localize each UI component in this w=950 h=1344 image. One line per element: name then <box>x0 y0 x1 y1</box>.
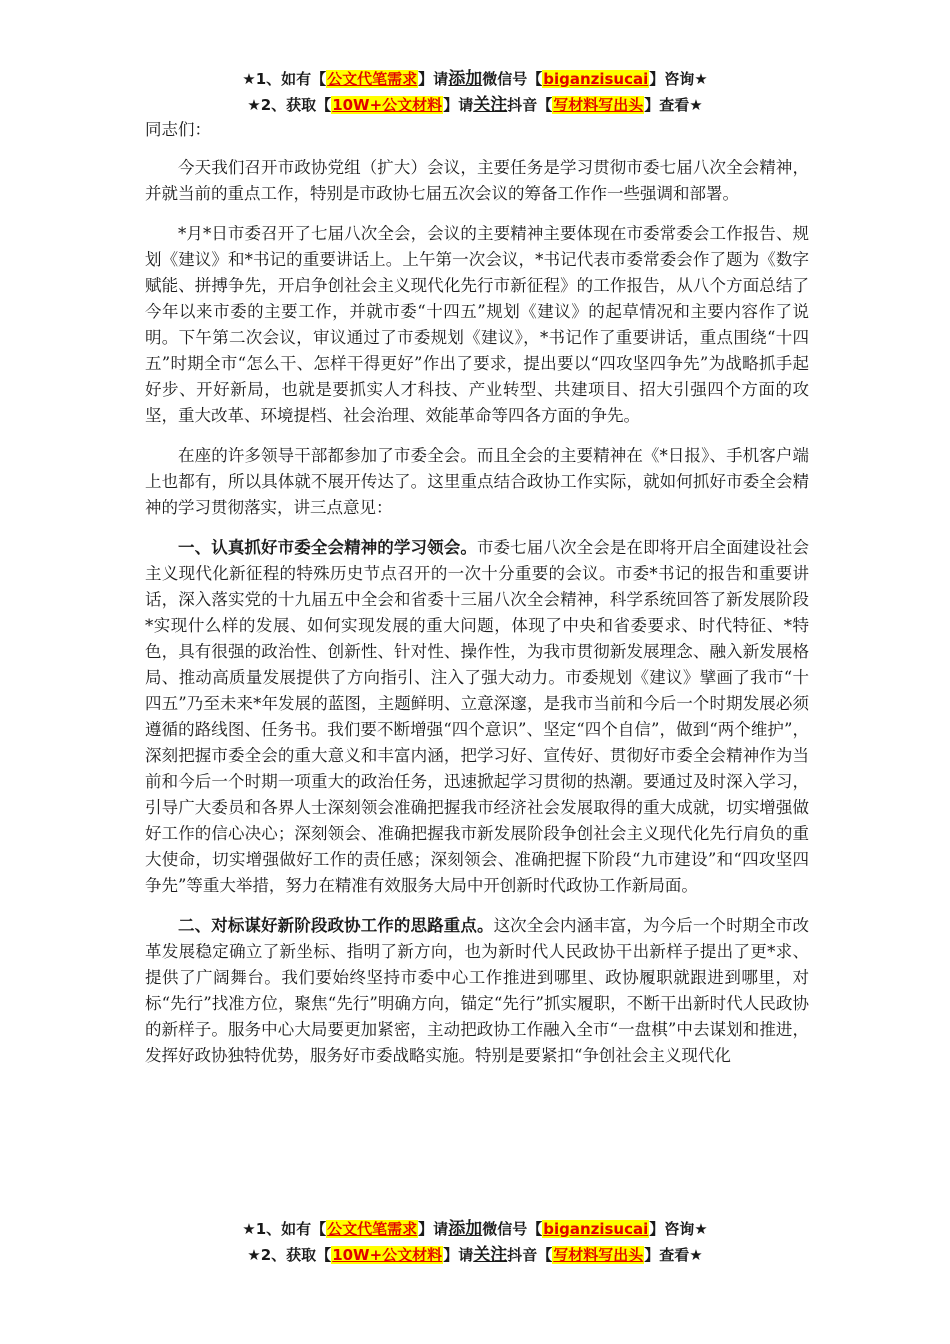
highlight-wechat-id: biganzisucai <box>543 70 649 88</box>
paragraph-plenum-summary: *月*日市委召开了七届八次全会，会议的主要精神主要体现在市委常委会工作报告、规划《建议》和*书记的重要讲话上。上午第一次会议，*书记代表市委常委会作了题为《数字赋能、拼搏争先，开启争创社会主义现代化先行市新征程》的工作报告，从八个方面总结了今年以来市委的主要工作，并就市委“十四五”规划《建议》的起草情况和主要内容作了说明。下午第二次会议，审议通过了市委规划《建议》，*书记作了重要讲话，重点围绕“十四五”时期全市“怎么干、怎样干得更好”作出了要求，提出要以“四攻坚四争先”为战略抓手起好步、开好新局，也就是要抓实人才科技、产业转型、共建项目、招大引强四个方面的攻坚，重大改革、环境提档、社会治理、效能革命等四各方面的争先。 <box>145 224 809 425</box>
highlight-materials: 10W+公文材料 <box>332 96 443 114</box>
section-1-title: 一、认真抓好市委全会精神的学习领会。 <box>178 538 477 557</box>
promo-line-2: ★2、获取【10W+公文材料】请关注抖音【写材料写出头】查看★ <box>247 1245 703 1265</box>
section-2-body: 这次全会内涵丰富，为今后一个时期全市改革发展稳定确立了新坐标、指明了新方向，也为新时代人民政协干出新样子提出了更*求、提供了广阔舞台。我们要始终坚持市委中心工作推进到哪里、政协履职就跟进到哪里，对标“先行”找准方位，聚焦“先行”明确方向，锚定“先行”抓实履职，不断干出新时代人民政协的新样子。服务中心大局要更加紧密，主动把政协工作融入全市“一盘棋”中去谋划和推进，发挥好政协独特优势，服务好市委战略实施。特别是要紧扣“争创社会主义现代化 <box>145 916 810 1065</box>
promo-line-1: ★1、如有【公文代笔需求】请添加微信号【biganzisucai】咨询★ <box>242 1219 708 1239</box>
section-1 <box>145 535 809 899</box>
promo-banner-top <box>0 66 950 118</box>
emphasis-follow: 关注 <box>473 1245 508 1265</box>
salutation: 同志们： <box>145 120 211 139</box>
document-body <box>145 117 809 1083</box>
paragraph-intro: 今天我们召开市政协党组（扩大）会议，主要任务是学习贯彻市委七届八次全会精神，并就当前的重点工作，特别是市政协七届五次会议的筹备工作作一些强调和部署。 <box>145 158 809 203</box>
promo-banner-bottom <box>0 1216 950 1268</box>
emphasis-add: 添加 <box>448 1219 483 1239</box>
section-1-body: 市委七届八次全会是在即将开启全面建设社会主义现代化新征程的特殊历史节点召开的一次十分重要的会议。市委*书记的报告和重要讲话，深入落实党的十九届五中全会和省委十三届八次全会精神，科学系统回答了新发展阶段*实现什么样的发展、如何实现发展的重大问题，体现了中央和省委要求、时代特征、*特色，具有很强的政治性、创新性、针对性、操作性，为我市贯彻新发展理念、融入新发展格局、推动高质量发展提供了方向指引、注入了强大动力。市委规划《建议》擘画了我市“十四五”乃至未来*年发展的蓝图，主题鲜明、立意深邃，是我市当前和今后一个时期发展必须遵循的路线图、任务书。我们要不断增强“四个意识”、坚定“四个自信”，做到“两个维护”，深刻把握市委全会的重大意义和丰富内涵，把学习好、宣传好、贯彻好市委全会精神作为当前和今后一个时期一项重大的政治任务，迅速掀起学习贯彻的热潮。要通过及时深入学习，引导广大委员和各界人士深刻领会准确把握我市经济社会发展取得的重大成就，切实增强做好工作的信心决心；深刻领会、准确把握我市新发展阶段争创社会主义现代化先行肩负的重大使命，切实增强做好工作的责任感；深刻领会、准确把握下阶段“九市建设”和“四攻坚四争先”等重大举措，努力在精准有效服务大局中开创新时代政协工作新局面。 <box>145 538 810 895</box>
section-2-title: 二、对标谋好新阶段政协工作的思路重点。 <box>178 916 494 935</box>
highlight-service: 公文代笔需求 <box>327 1220 418 1238</box>
promo-line-1: ★1、如有【公文代笔需求】请添加微信号【biganzisucai】咨询★ <box>242 69 708 89</box>
emphasis-add: 添加 <box>448 69 483 89</box>
highlight-wechat-id: biganzisucai <box>543 1220 649 1238</box>
promo-line-2: ★2、获取【10W+公文材料】请关注抖音【写材料写出头】查看★ <box>247 95 703 115</box>
emphasis-follow: 关注 <box>473 95 508 115</box>
highlight-douyin-account: 写材料写出头 <box>553 96 644 114</box>
highlight-materials: 10W+公文材料 <box>332 1246 443 1264</box>
section-2 <box>145 913 809 1069</box>
paragraph-transition: 在座的许多领导干部都参加了市委全会。而且全会的主要精神在《*日报》、手机客户端上也都有，所以具体就不展开传达了。这里重点结合政协工作实际，就如何抓好市委全会精神的学习贯彻落实，讲三点意见： <box>145 446 809 517</box>
highlight-service: 公文代笔需求 <box>327 70 418 88</box>
highlight-douyin-account: 写材料写出头 <box>553 1246 644 1264</box>
